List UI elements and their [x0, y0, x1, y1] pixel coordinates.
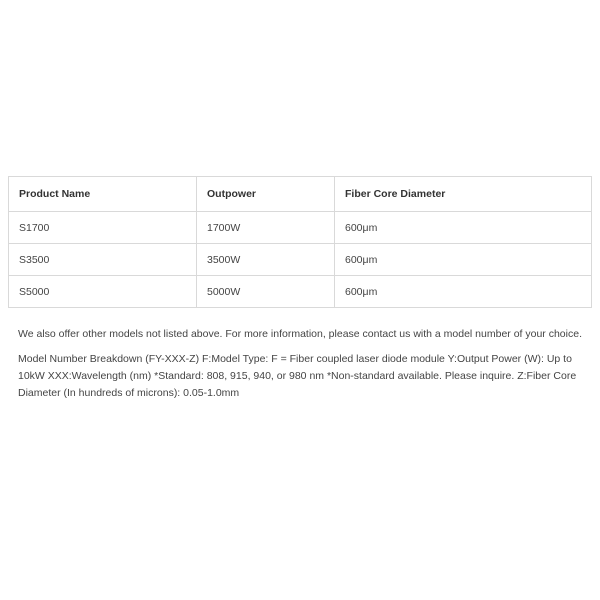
- product-content: [8, 176, 592, 410]
- cell-product-name: S1700: [9, 212, 197, 244]
- header-product-name: Product Name: [9, 177, 197, 212]
- header-fiber-core-diameter: Fiber Core Diameter: [335, 177, 592, 212]
- header-outpower: Outpower: [197, 177, 335, 212]
- cell-product-name: S3500: [9, 244, 197, 276]
- cell-fiber-core-diameter: 600μm: [335, 212, 592, 244]
- cell-outpower: 5000W: [197, 276, 335, 308]
- table-row: [9, 276, 592, 308]
- cell-outpower: 3500W: [197, 244, 335, 276]
- contact-note: We also offer other models not listed above. For more information, please contact us with a model number of your choice.: [18, 328, 582, 340]
- cell-fiber-core-diameter: 600μm: [335, 276, 592, 308]
- model-number-breakdown: Model Number Breakdown (FY-XXX-Z) F:Model Type: F = Fiber coupled laser diode module Y:Output Power (W): Up to 10kW XXX:Wavelength (nm) *Standard: 808, 915, 940, or 980 nm *Non-standard available. Please inquire. Z:Fiber Core Diameter (In hundreds of microns): 0.05-1.0mm: [18, 353, 577, 399]
- table-row: [9, 244, 592, 276]
- cell-product-name: S5000: [9, 276, 197, 308]
- product-spec-table: [8, 176, 592, 308]
- product-notes: [8, 326, 592, 402]
- cell-outpower: 1700W: [197, 212, 335, 244]
- table-header-row: [9, 177, 592, 212]
- cell-fiber-core-diameter: 600μm: [335, 244, 592, 276]
- table-row: [9, 212, 592, 244]
